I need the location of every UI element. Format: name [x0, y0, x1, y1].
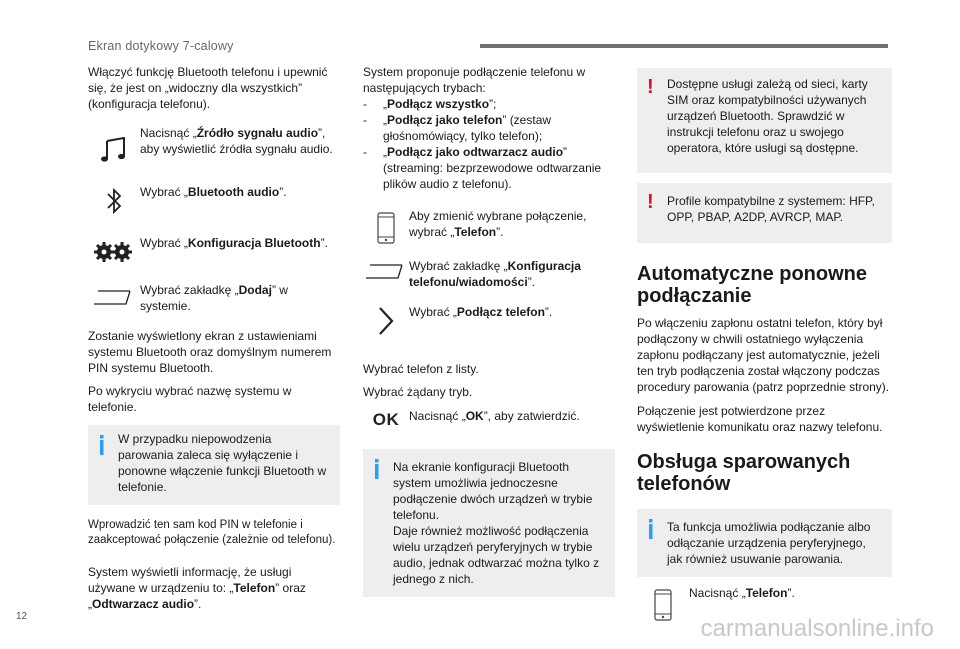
paragraph: Wybrać telefon z listy. — [363, 362, 479, 376]
warning-icon: ! — [647, 191, 654, 213]
step-ok: OK Nacisnąć „OK”, aby zatwierdzić. — [372, 409, 580, 429]
label-audio-source: Źródło sygnału audio — [196, 126, 319, 140]
chevron-right-icon[interactable] — [376, 306, 396, 336]
header-divider — [480, 44, 888, 48]
info-box: Na ekranie konfiguracji Bluetooth system umożliwia jednoczesne podłączenie dwóch urządzeń w trybie telefonu. Daje również możliwość podłączenia wielu urządzeń peryferyjnych w trybie audio, jednak odtwarzać można tylko z jednego z nich. — [363, 449, 615, 597]
info-box: Ta funkcja umożliwia podłączanie albo odłączanie urządzenia peryferyjnego, jak również usuwanie parowania. — [637, 509, 892, 577]
step-phone: Aby zmienić wybrane połączenie, wybrać „Telefon”. — [363, 208, 615, 244]
info-icon — [647, 519, 659, 539]
bluetooth-icon[interactable] — [106, 186, 122, 216]
step-bluetooth-config: Wybrać „Konfiguracja Bluetooth”. — [88, 235, 340, 263]
step-audio-source: Nacisnąć „Źródło sygnału audio”, aby wyświetlić źródła sygnału audio. — [88, 125, 340, 163]
phone-icon[interactable] — [377, 212, 395, 244]
mode-list — [363, 96, 615, 192]
step-phone-config-tab: Wybrać zakładkę „Konfiguracja telefonu/wiadomości”. — [363, 258, 615, 290]
paragraph: Wprowadzić ten sam kod PIN w telefonie i zaakceptować połączenie (zależnie od telefonu). — [88, 519, 336, 546]
header-title: Ekran dotykowy 7-calowy — [88, 39, 234, 53]
section-heading: Automatyczne ponowne podłączanie — [637, 263, 868, 307]
paragraph: Wybrać żądany tryb. — [363, 385, 473, 399]
tab-icon[interactable] — [94, 288, 134, 308]
info-icon — [373, 459, 385, 479]
paragraph: Połączenie jest potwierdzone przez wyświetlenie komunikatu oraz nazwy telefonu. — [637, 404, 883, 434]
ok-button[interactable]: OK — [372, 410, 400, 429]
list-item: - „Podłącz wszystko”; — [363, 96, 615, 112]
paragraph: Włączyć funkcję Bluetooth telefonu i upewnić się, że jest on „widoczny dla wszystkich” (konfiguracja telefonu). — [88, 65, 328, 111]
step-phone: Nacisnąć „Telefon”. — [637, 585, 892, 621]
warning-box: ! Dostępne usługi zależą od sieci, karty SIM oraz kompatybilności używanych urządzeń Bluetooth. Sprawdzić w instrukcji telefonu oraz u swojego operatora, które usługi są dostępne. — [637, 68, 892, 173]
column-2 — [363, 64, 615, 597]
info-box: W przypadku niepowodzenia parowania zaleca się wyłączenie i ponowne włączenie funkcji Bluetooth w telefonie. — [88, 425, 340, 505]
list-item: - „Podłącz jako telefon” (zestaw głośnomówiący, tylko telefon); — [363, 112, 615, 144]
gears-icon[interactable] — [94, 241, 134, 263]
info-icon — [98, 435, 110, 455]
tab-icon[interactable] — [366, 262, 406, 282]
step-bluetooth-audio: Wybrać „Bluetooth audio”. — [88, 184, 340, 216]
warning-icon: ! — [647, 76, 654, 98]
paragraph: System wyświetli informację, że usługi używane w urządzeniu to: „Telefon” oraz „Odtwarzacz audio”. — [88, 565, 306, 611]
phone-icon[interactable] — [654, 589, 672, 621]
paragraph: Po włączeniu zapłonu ostatni telefon, który był podłączony w chwili ostatniego wyłączenia zapłonu podłączany jest automatycznie, jeżeli ten tryb podłączenia został włączony podczas procedury parowania (patrz poprzednie strony). — [637, 316, 890, 394]
step-connect-phone: Wybrać „Podłącz telefon”. — [363, 304, 615, 336]
step-add-tab: Wybrać zakładkę „Dodaj” w systemie. — [88, 282, 340, 314]
column-3 — [637, 68, 892, 621]
page-number: 12 — [16, 611, 28, 622]
paragraph: System proponuje podłączenie telefonu w następujących trybach: — [363, 65, 586, 95]
watermark: carmanualsonline.info — [700, 615, 934, 642]
list-item: - „Podłącz jako odtwarzacz audio” (streaming: bezprzewodowe odtwarzanie plików audio z telefonu). — [363, 144, 615, 192]
paragraph: Po wykryciu wybrać nazwę systemu w telefonie. — [88, 384, 292, 414]
warning-box: ! Profile kompatybilne z systemem: HFP, OPP, PBAP, A2DP, AVRCP, MAP. — [637, 183, 892, 243]
paragraph: Zostanie wyświetlony ekran z ustawieniami systemu Bluetooth oraz domyślnym numerem PIN systemu Bluetooth. — [88, 329, 332, 375]
column-1 — [88, 64, 340, 612]
section-heading: Obsługa sparowanych telefonów — [637, 451, 851, 495]
music-note-icon[interactable] — [100, 137, 128, 163]
